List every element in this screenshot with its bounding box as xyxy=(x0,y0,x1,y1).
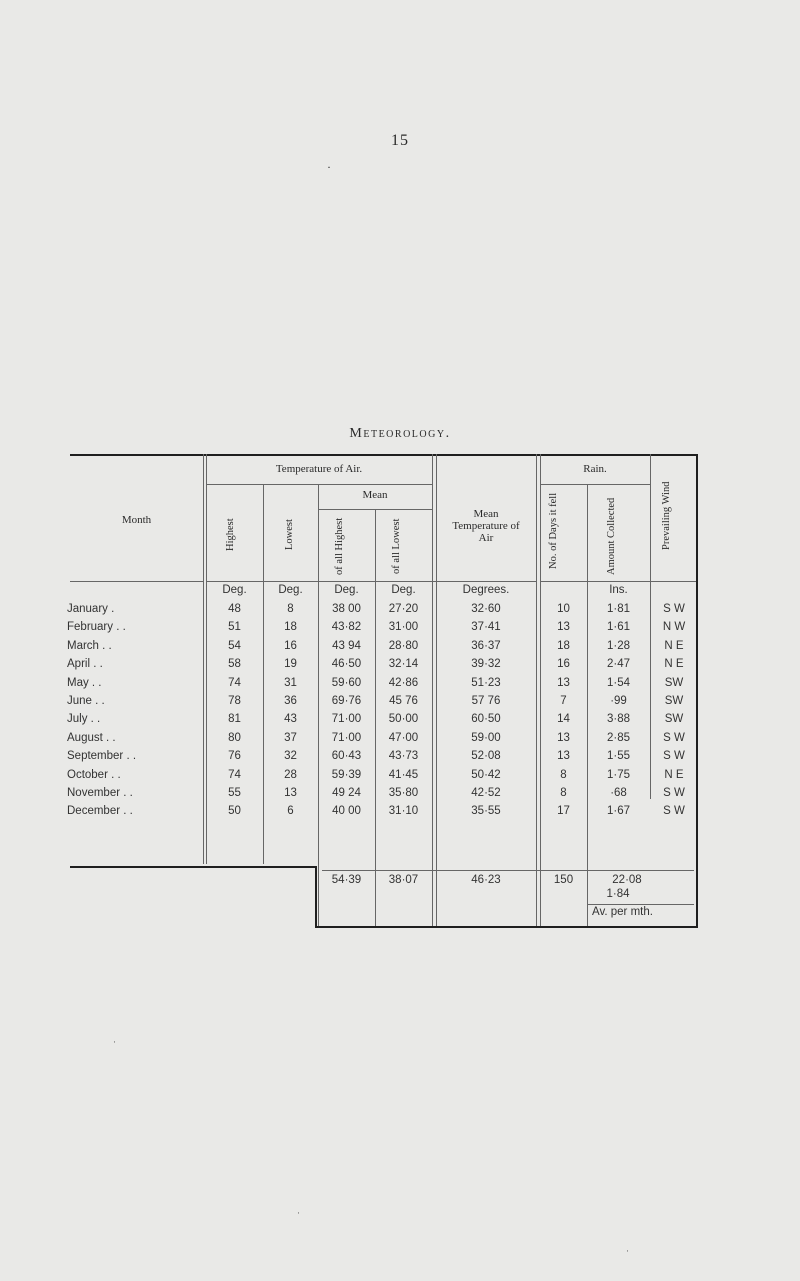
cell-month: December . . xyxy=(67,805,133,818)
ink-speck: · xyxy=(297,1208,300,1218)
cell-mean-low: 31·10 xyxy=(388,805,419,818)
cell-wind: N E xyxy=(664,639,684,652)
cell-mean-temp: 51·23 xyxy=(471,676,501,689)
cell-low: 18 xyxy=(284,621,297,634)
cell-mean-high: 49 24 xyxy=(332,787,361,799)
cell-amount: ·68 xyxy=(610,787,627,799)
cell-month: January . xyxy=(67,603,115,615)
cell-mean-temp: 35·55 xyxy=(471,805,501,818)
cell-low: 13 xyxy=(284,787,297,799)
cell-high: 54 xyxy=(228,639,241,652)
section-title: Meteorology. xyxy=(349,426,451,441)
cell-mean-temp: 39·32 xyxy=(471,658,501,671)
cell-month: March . . xyxy=(67,639,112,652)
mean-group-underline xyxy=(318,509,432,510)
col-divider xyxy=(436,454,437,926)
top-rule xyxy=(70,454,698,456)
cell-amount: 1·61 xyxy=(606,621,631,634)
col-divider xyxy=(203,454,204,864)
cell-days: 13 xyxy=(557,621,570,634)
cell-month: November . . xyxy=(67,787,133,799)
unit-lowest: Deg. xyxy=(278,584,303,596)
average-label: Av. per mth. xyxy=(592,906,653,918)
cell-days: 13 xyxy=(557,750,570,763)
cell-low: 31 xyxy=(284,676,297,689)
cell-amount: 1·55 xyxy=(606,750,631,763)
cell-days: 8 xyxy=(560,768,567,781)
cell-days: 17 xyxy=(557,805,570,818)
header-mean-temperature: Mean Temperature of Air xyxy=(452,508,520,544)
ink-dot: · xyxy=(327,160,331,174)
cell-mean-low: 45 76 xyxy=(389,695,418,707)
header-lowest: Lowest xyxy=(284,519,295,550)
right-rule xyxy=(696,454,698,928)
cell-mean-temp: 57 76 xyxy=(471,695,501,707)
cell-mean-temp: 32·60 xyxy=(471,603,501,615)
cell-high: 58 xyxy=(228,658,241,671)
temp-group-underline xyxy=(206,484,432,485)
cell-mean-high: 71·00 xyxy=(331,713,362,726)
cell-low: 16 xyxy=(284,639,297,652)
cell-mean-low: 32·14 xyxy=(388,658,419,671)
cell-wind: SW xyxy=(664,676,684,689)
header-rain-group: Rain. xyxy=(583,463,607,475)
cell-mean-high: 59·39 xyxy=(331,768,362,781)
cell-mean-temp: 60·50 xyxy=(471,713,501,726)
cell-mean-low: 43·73 xyxy=(388,750,419,763)
cell-low: 37 xyxy=(284,731,297,744)
cell-mean-low: 42·86 xyxy=(388,676,419,689)
cell-amount: 2·85 xyxy=(606,731,631,744)
col-divider xyxy=(536,454,537,926)
meteorology-table xyxy=(67,454,698,928)
cell-mean-low: 28·80 xyxy=(388,639,419,652)
header-underline xyxy=(70,581,203,582)
cell-high: 50 xyxy=(228,805,241,818)
cell-amount: 1·81 xyxy=(606,603,631,615)
cell-month: September . . xyxy=(67,750,137,763)
cell-wind: SW xyxy=(664,695,684,707)
unit-highest: Deg. xyxy=(222,584,247,596)
header-mean-all-lowest: of all Lowest xyxy=(391,518,402,574)
cell-days: 16 xyxy=(557,658,570,671)
unit-mean-low: Deg. xyxy=(391,584,416,596)
header-days-rain: No. of Days it fell xyxy=(548,492,559,570)
total-mean-high: 54·39 xyxy=(331,874,362,886)
cell-mean-high: 46·50 xyxy=(331,658,362,671)
cell-mean-high: 59·60 xyxy=(331,676,362,689)
totals-overline xyxy=(322,870,694,871)
cell-wind: N E xyxy=(664,658,684,671)
cell-mean-temp: 42·52 xyxy=(471,787,501,799)
cell-high: 74 xyxy=(228,768,241,781)
cell-days: 7 xyxy=(560,695,567,707)
cell-low: 43 xyxy=(284,713,297,726)
cell-high: 74 xyxy=(228,676,241,689)
cell-month: October . . xyxy=(67,768,121,781)
header-temperature-group: Temperature of Air. xyxy=(275,463,363,475)
total-mean-low: 38·07 xyxy=(388,874,419,886)
cell-amount: 1·67 xyxy=(606,805,631,818)
totals-left-rule xyxy=(315,866,317,928)
total-mean-temp: 46·23 xyxy=(471,874,501,886)
cell-wind: S W xyxy=(663,805,685,818)
cell-mean-temp: 37·41 xyxy=(471,621,501,634)
cell-high: 78 xyxy=(228,695,241,707)
cell-mean-temp: 50·42 xyxy=(471,768,501,781)
cell-wind: N E xyxy=(664,768,684,781)
cell-month: April . . xyxy=(67,658,103,671)
cell-month: June . . xyxy=(67,695,105,707)
cell-mean-low: 27·20 xyxy=(388,603,419,615)
cell-amount: 1·75 xyxy=(606,768,631,781)
cell-high: 80 xyxy=(228,731,241,744)
cell-low: 36 xyxy=(284,695,297,707)
col-divider xyxy=(432,454,433,926)
cell-low: 32 xyxy=(284,750,297,763)
cell-amount: 3·88 xyxy=(606,713,631,726)
cell-mean-low: 50·00 xyxy=(388,713,419,726)
cell-mean-temp: 59·00 xyxy=(471,731,501,744)
cell-mean-temp: 52·08 xyxy=(471,750,501,763)
total-days: 150 xyxy=(553,874,574,886)
header-underline xyxy=(650,581,696,582)
cell-high: 81 xyxy=(228,713,241,726)
unit-mean-high: Deg. xyxy=(334,584,359,596)
cell-days: 8 xyxy=(560,787,567,799)
cell-mean-high: 40 00 xyxy=(332,805,361,818)
average-overline xyxy=(588,904,694,905)
cell-wind: S W xyxy=(663,787,685,799)
cell-wind: S W xyxy=(663,603,685,615)
cell-mean-high: 60·43 xyxy=(331,750,362,763)
cell-mean-low: 41·45 xyxy=(388,768,419,781)
cell-amount: 2·47 xyxy=(606,658,631,671)
cell-mean-low: 31·00 xyxy=(388,621,419,634)
cell-amount: 1·28 xyxy=(606,639,631,652)
cell-mean-high: 71·00 xyxy=(331,731,362,744)
cell-mean-high: 43·82 xyxy=(331,621,362,634)
cell-month: August . . xyxy=(67,731,116,744)
cell-low: 8 xyxy=(287,603,294,615)
cell-month: July . . xyxy=(67,713,101,726)
cell-mean-high: 38 00 xyxy=(332,603,361,615)
total-amount: 22·08 xyxy=(612,874,642,886)
header-prevailing-wind: Prevailing Wind xyxy=(661,481,672,551)
cell-high: 55 xyxy=(228,787,241,799)
cell-high: 48 xyxy=(228,603,241,615)
header-underline xyxy=(540,581,650,582)
cell-days: 10 xyxy=(557,603,570,615)
header-amount-collected: Amount Collected xyxy=(606,497,617,575)
header-mean-group: Mean xyxy=(362,489,388,501)
cell-month: February . . xyxy=(67,621,126,634)
cell-mean-temp: 36·37 xyxy=(471,639,501,652)
cell-wind: S W xyxy=(663,750,685,763)
cell-mean-high: 69·76 xyxy=(331,695,362,707)
cell-high: 76 xyxy=(228,750,241,763)
unit-amount: Ins. xyxy=(609,584,628,596)
cell-mean-low: 47·00 xyxy=(388,731,419,744)
cell-amount: ·99 xyxy=(610,695,627,707)
cell-mean-low: 35·80 xyxy=(388,787,419,799)
cell-days: 14 xyxy=(557,713,570,726)
cell-days: 18 xyxy=(557,639,570,652)
bottom-rule xyxy=(315,926,698,928)
header-highest: Highest xyxy=(225,518,236,551)
header-underline xyxy=(206,581,536,582)
page-number: 15 xyxy=(391,132,409,149)
cell-days: 13 xyxy=(557,731,570,744)
average-amount: 1·84 xyxy=(606,888,630,900)
ink-speck: · xyxy=(113,1037,116,1047)
left-bottom-rule xyxy=(70,866,315,868)
header-mean-all-highest: of all Highest xyxy=(334,517,345,575)
cell-days: 13 xyxy=(557,676,570,689)
ink-speck: · xyxy=(626,1246,629,1256)
cell-month: May . . xyxy=(67,676,102,689)
header-month: Month xyxy=(121,514,152,526)
cell-wind: SW xyxy=(664,713,684,726)
cell-high: 51 xyxy=(228,621,241,634)
cell-low: 6 xyxy=(287,805,294,818)
cell-mean-high: 43 94 xyxy=(332,639,361,652)
col-divider xyxy=(540,454,541,926)
cell-amount: 1·54 xyxy=(606,676,631,689)
unit-mean-temp: Degrees. xyxy=(462,584,510,596)
cell-low: 28 xyxy=(284,768,297,781)
cell-low: 19 xyxy=(284,658,297,671)
cell-wind: N W xyxy=(662,621,686,634)
cell-wind: S W xyxy=(663,731,685,744)
